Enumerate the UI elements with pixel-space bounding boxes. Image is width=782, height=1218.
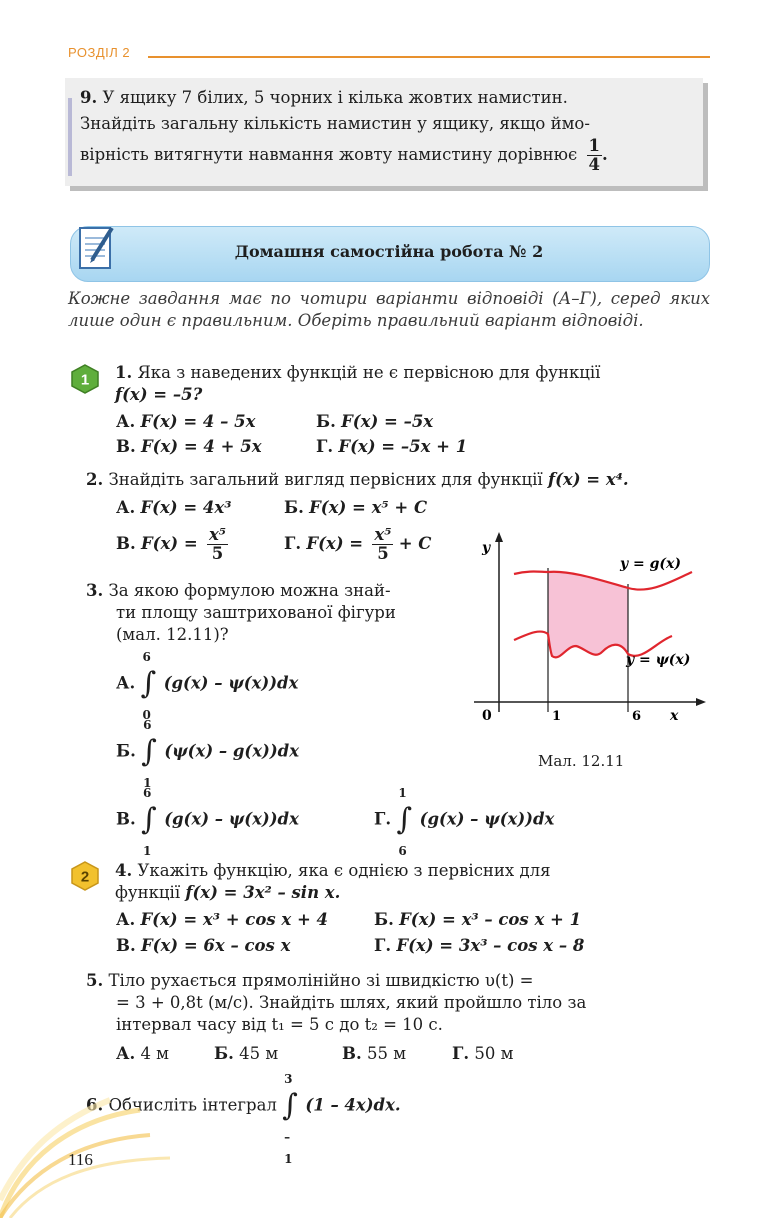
q4-option-a: [116, 909, 328, 931]
q2-text: [86, 469, 711, 491]
q3-option-b-value: (ψ(x) – g(x))dx: [164, 741, 300, 761]
homework-intro: Кожне завдання має по чотири варіанти відповіді (А–Г), серед яких лише один є правильним. Оберіть правильний варіант відповіді.: [68, 289, 710, 330]
q4-option-b-label: Б.: [374, 910, 394, 929]
x-axis-arrow: [696, 698, 706, 706]
q1-number: 1.: [115, 363, 133, 382]
section-label: РОЗДІЛ 2: [68, 45, 131, 60]
q2-option-d: [284, 526, 431, 563]
q3-option-b-label: Б.: [116, 741, 136, 761]
q3-option-b-integral: 6 ∫ 1: [141, 728, 155, 776]
q2-option-d-label: Г.: [284, 534, 302, 553]
q4-option-a-label: А.: [116, 910, 136, 929]
q2-option-a: [116, 497, 231, 519]
task-9-end: .: [602, 145, 608, 164]
task-9-accent-bar: [68, 98, 72, 176]
q4-option-b: [374, 909, 581, 931]
x-axis-label: x: [670, 708, 679, 724]
q2-option-c-lhs: F(x) =: [140, 534, 198, 553]
q1-option-a-value: F(x) = 4 – 5x: [140, 412, 256, 431]
q5-option-d: [452, 1043, 513, 1065]
q2-option-b: [284, 497, 427, 519]
q2-option-b-label: Б.: [284, 498, 304, 517]
fraction-denominator: 4: [588, 155, 601, 174]
task-9-fraction: [587, 137, 602, 174]
q1-function: f(x) = –5?: [115, 385, 203, 404]
q4-question: Укажіть функцію, яка є однією з первісних для: [137, 861, 551, 880]
homework-title: Домашня самостійна робота № 2: [234, 242, 544, 261]
q4-option-d: [374, 935, 584, 957]
level-2-number: 2: [80, 868, 90, 886]
q5-line3: інтервал часу від t₁ = 5 с до t₂ = 10 с.: [116, 1015, 443, 1034]
q4-option-d-value: F(x) = 3x³ – cos x – 8: [396, 936, 585, 955]
tick-6-label: 6: [632, 709, 642, 724]
q1-option-c: [116, 436, 262, 458]
q5-option-a-value: 4 м: [140, 1044, 170, 1063]
q2-option-c-fraction: [207, 526, 228, 563]
q3-option-a: [116, 650, 299, 722]
label-psi: y = ψ(x): [626, 652, 691, 668]
q5-option-b-label: Б.: [214, 1044, 234, 1063]
q3-text: [86, 580, 456, 646]
q4-option-c-value: F(x) = 6x – cos x: [140, 936, 291, 955]
q3-option-a-label: А.: [116, 673, 136, 693]
q3-option-c-integral: 6 ∫ 1: [141, 796, 155, 844]
q3-option-d-value: (g(x) – ψ(x))dx: [419, 809, 555, 829]
q1-option-b: [316, 411, 433, 433]
level-1-number: 1: [80, 371, 90, 389]
q2-option-d-denominator: 5: [377, 544, 389, 563]
q3-option-a-value: (g(x) – ψ(x))dx: [163, 673, 299, 693]
q2-option-d-tail: + C: [398, 534, 432, 553]
q2-option-a-label: А.: [116, 498, 136, 517]
figure-caption: Мал. 12.11: [538, 752, 625, 770]
q2-option-d-numerator: x⁵: [374, 525, 392, 544]
upper-limit: 1: [398, 786, 407, 800]
q3-option-d-label: Г.: [374, 809, 392, 829]
upper-limit: 6: [143, 718, 152, 732]
q5-option-b: [214, 1043, 278, 1065]
q5-option-d-value: 50 м: [474, 1044, 514, 1063]
q1-option-c-label: В.: [116, 437, 136, 456]
q1-question: Яка з наведених функцій не є первісною для функції: [137, 363, 601, 382]
y-axis-arrow: [495, 532, 503, 542]
q5-option-c: [342, 1043, 406, 1065]
upper-limit: 6: [142, 650, 151, 664]
q6-expression: (1 – 4x)dx.: [305, 1095, 401, 1115]
q3-option-a-integral: 6 ∫ 0: [140, 660, 154, 708]
q5-option-c-label: В.: [342, 1044, 362, 1063]
y-axis-label: y: [482, 540, 491, 556]
lower-limit: 0: [142, 708, 151, 722]
figure-12-11: [470, 522, 710, 732]
q1-option-c-value: F(x) = 4 + 5x: [140, 437, 262, 456]
level-2-badge: [70, 861, 100, 891]
q4-number: 4.: [115, 861, 133, 880]
q4-option-b-value: F(x) = x³ – cos x + 1: [399, 910, 582, 929]
q2-option-c-label: В.: [116, 534, 136, 553]
q4-option-c: [116, 935, 290, 957]
q5-line1: Тіло рухається прямолінійно зі швидкістю υ(t) =: [108, 971, 534, 990]
q5-option-a: [116, 1043, 169, 1065]
level-1-badge: [70, 364, 100, 394]
q2-question: Знайдіть загальний вигляд первісних для функції: [108, 470, 543, 489]
header-divider: [148, 56, 710, 58]
q1-option-d-label: Г.: [316, 437, 334, 456]
q1-text: [115, 362, 710, 406]
lower-limit: 6: [398, 844, 407, 858]
task-9-line1: У ящику 7 білих, 5 чорних і кілька жовтих намистин.: [102, 88, 568, 107]
q3-option-d-integral: 1 ∫ 6: [396, 796, 410, 844]
q1-option-a: [116, 411, 255, 433]
upper-limit: 3: [284, 1072, 293, 1086]
page-number: 116: [68, 1150, 93, 1169]
q4-question-2: функції: [115, 883, 181, 902]
q2-option-d-lhs: F(x) =: [306, 534, 364, 553]
q6-question: Обчисліть інтеграл: [108, 1095, 277, 1115]
q2-option-c-denominator: 5: [211, 544, 224, 563]
q1-option-b-label: Б.: [316, 412, 336, 431]
lower-limit: 1: [142, 844, 152, 858]
q1-option-d-value: F(x) = –5x + 1: [338, 437, 468, 456]
q3-option-d: [374, 786, 555, 858]
q3-option-b: [116, 718, 300, 790]
q4-option-c-label: В.: [116, 936, 136, 955]
q3-option-c: [116, 786, 299, 858]
label-g: y = g(x): [620, 556, 681, 572]
task-9-line3: вірність витягнути навмання жовту намистину дорівнює: [80, 145, 578, 164]
q2-function: f(x) = x⁴.: [547, 470, 629, 489]
q5-text: [86, 970, 711, 1036]
q5-option-c-value: 55 м: [366, 1044, 407, 1063]
task-9-line2: Знайдіть загальну кількість намистин у ящику, якщо ймо-: [80, 114, 590, 133]
tick-1-label: 1: [552, 709, 562, 724]
lower-limit: 1: [143, 776, 152, 790]
q6-number: 6.: [86, 1095, 104, 1115]
q3-option-c-label: В.: [116, 809, 136, 829]
q4-text: [115, 860, 710, 904]
q4-option-a-value: F(x) = x³ + cos x + 4: [140, 910, 329, 929]
q5-option-a-label: А.: [116, 1044, 136, 1063]
q4-function: f(x) = 3x² – sin x.: [185, 883, 341, 902]
q2-option-c-numerator: x⁵: [208, 525, 227, 544]
task-9-text: [80, 85, 700, 174]
q2-option-a-value: F(x) = 4x³: [140, 498, 232, 517]
fraction-numerator: 1: [588, 136, 601, 155]
q3-line3: (мал. 12.11)?: [116, 625, 229, 644]
q2-number: 2.: [86, 470, 104, 489]
q5-line2: = 3 + 0,8t (м/с). Знайдіть шлях, який пройшло тіло за: [116, 993, 587, 1012]
q2-option-d-fraction: [372, 526, 393, 563]
decorative-swirl: [0, 1080, 170, 1218]
q1-option-a-label: А.: [116, 412, 136, 431]
q1-option-b-value: F(x) = –5x: [341, 412, 434, 431]
q2-option-c: [116, 526, 228, 563]
q5-number: 5.: [86, 971, 104, 990]
lower-limit: –1: [284, 1130, 293, 1166]
q3-option-c-value: (g(x) – ψ(x))dx: [164, 809, 299, 829]
q4-option-d-label: Г.: [374, 936, 392, 955]
q3-line1: За якою формулою можна знай-: [108, 581, 391, 600]
q5-option-d-label: Г.: [452, 1044, 470, 1063]
task-9-number: 9.: [80, 88, 98, 107]
upper-limit: 6: [142, 786, 152, 800]
q2-option-b-value: F(x) = x⁵ + C: [309, 498, 428, 517]
origin-label: 0: [482, 708, 492, 724]
q5-option-b-value: 45 м: [239, 1044, 279, 1063]
q3-line2: ти площу заштрихованої фігури: [116, 603, 396, 622]
q3-number: 3.: [86, 581, 104, 600]
q1-option-d: [316, 436, 467, 458]
q6-integral: 3 ∫ –1: [282, 1082, 296, 1130]
